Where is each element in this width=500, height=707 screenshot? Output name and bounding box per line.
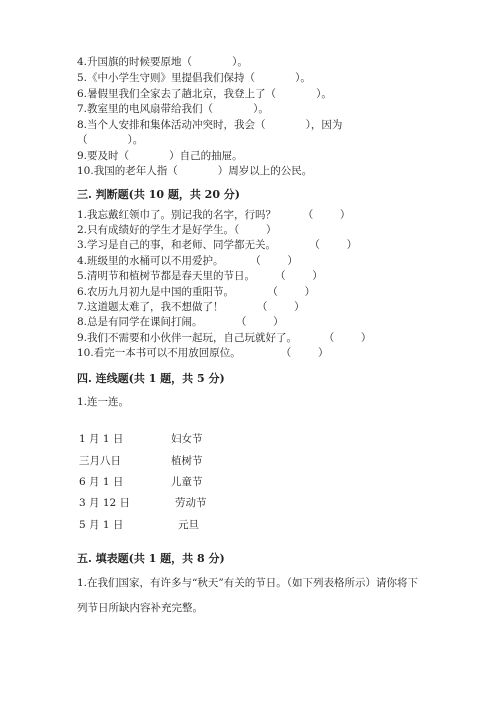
fill-item-9: 9.要及时（ ）自己的抽屉。 — [77, 150, 243, 162]
judgment-item-6: 6.农历九月初九是中国的重阳节。 （ ） — [77, 286, 316, 298]
fill-item-8: 8.当个人安排和集体活动冲突时，我会（ ），因为 — [77, 119, 343, 131]
fill-item-4: 4.升国旗的时候要原地（ ）。 — [77, 56, 248, 68]
judgment-item-3: 3.学习是自己的事，和老师、同学都无关。 （ ） — [77, 239, 358, 251]
judgment-item-10: 10.看完一本书可以不用放回原位。 （ ） — [77, 347, 329, 359]
judgment-item-5: 5.清明节和植树节都是春天里的节日。 （ ） — [77, 270, 323, 282]
judgment-item-7: 7.这道题太难了，我不想做了！ （ ） — [77, 301, 305, 313]
match-right-5: 元旦 — [178, 519, 199, 531]
section-title-judgment: 三. 判断题(共 10 题，共 20 分) — [77, 188, 241, 201]
judgment-item-9: 9.我们不需要和小伙伴一起玩，自己玩就好了。 （ ） — [77, 332, 372, 344]
match-right-1: 妇女节 — [171, 433, 203, 445]
match-right-2: 植树节 — [171, 455, 203, 467]
judgment-item-8: 8.总是有同学在课间打闹。 （ ） — [77, 316, 284, 328]
fill-item-6: 6.暑假里我们全家去了趟北京，我登上了（ ）。 — [77, 88, 332, 100]
match-left-4: 3 月 12 日 — [79, 497, 131, 509]
match-left-5: 5 月 1 日 — [79, 519, 124, 531]
fill-item-10: 10.我国的老年人指（ ）周岁以上的公民。 — [77, 165, 313, 177]
match-left-3: 6 月 1 日 — [79, 476, 124, 488]
table-question-line-1: 1.在我们国家，有许多与“秋天”有关的节日。（如下列表格所示）请你将下 — [77, 577, 419, 589]
section-title-table: 五. 填表题(共 1 题，共 8 分) — [77, 552, 225, 565]
match-left-1: 1 月 1 日 — [79, 433, 124, 445]
section-title-matching: 四. 连线题(共 1 题，共 5 分) — [77, 372, 225, 385]
match-right-4: 劳动节 — [175, 497, 207, 509]
fill-item-7: 7.教室里的电风扇带给我们（ ）。 — [77, 103, 269, 115]
fill-item-8-continued: （ ）。 — [77, 134, 144, 146]
judgment-item-2: 2.只有成绩好的学生才是好学生。（ ） — [77, 224, 277, 236]
judgment-item-1: 1.我忘戴红领巾了。别记我的名字，行吗？ （ ） — [77, 209, 351, 221]
matching-question: 1.连一连。 — [77, 396, 130, 408]
match-left-2: 三月八日 — [79, 455, 121, 467]
table-question-line-2: 列节日所缺内容补充完整。 — [77, 602, 203, 614]
fill-item-5: 5.《中小学生守则》里提倡我们保持（ ）。 — [77, 72, 311, 84]
match-right-3: 儿童节 — [171, 476, 203, 488]
judgment-item-4: 4.班级里的水桶可以不用爱护。 （ ） — [77, 255, 298, 267]
